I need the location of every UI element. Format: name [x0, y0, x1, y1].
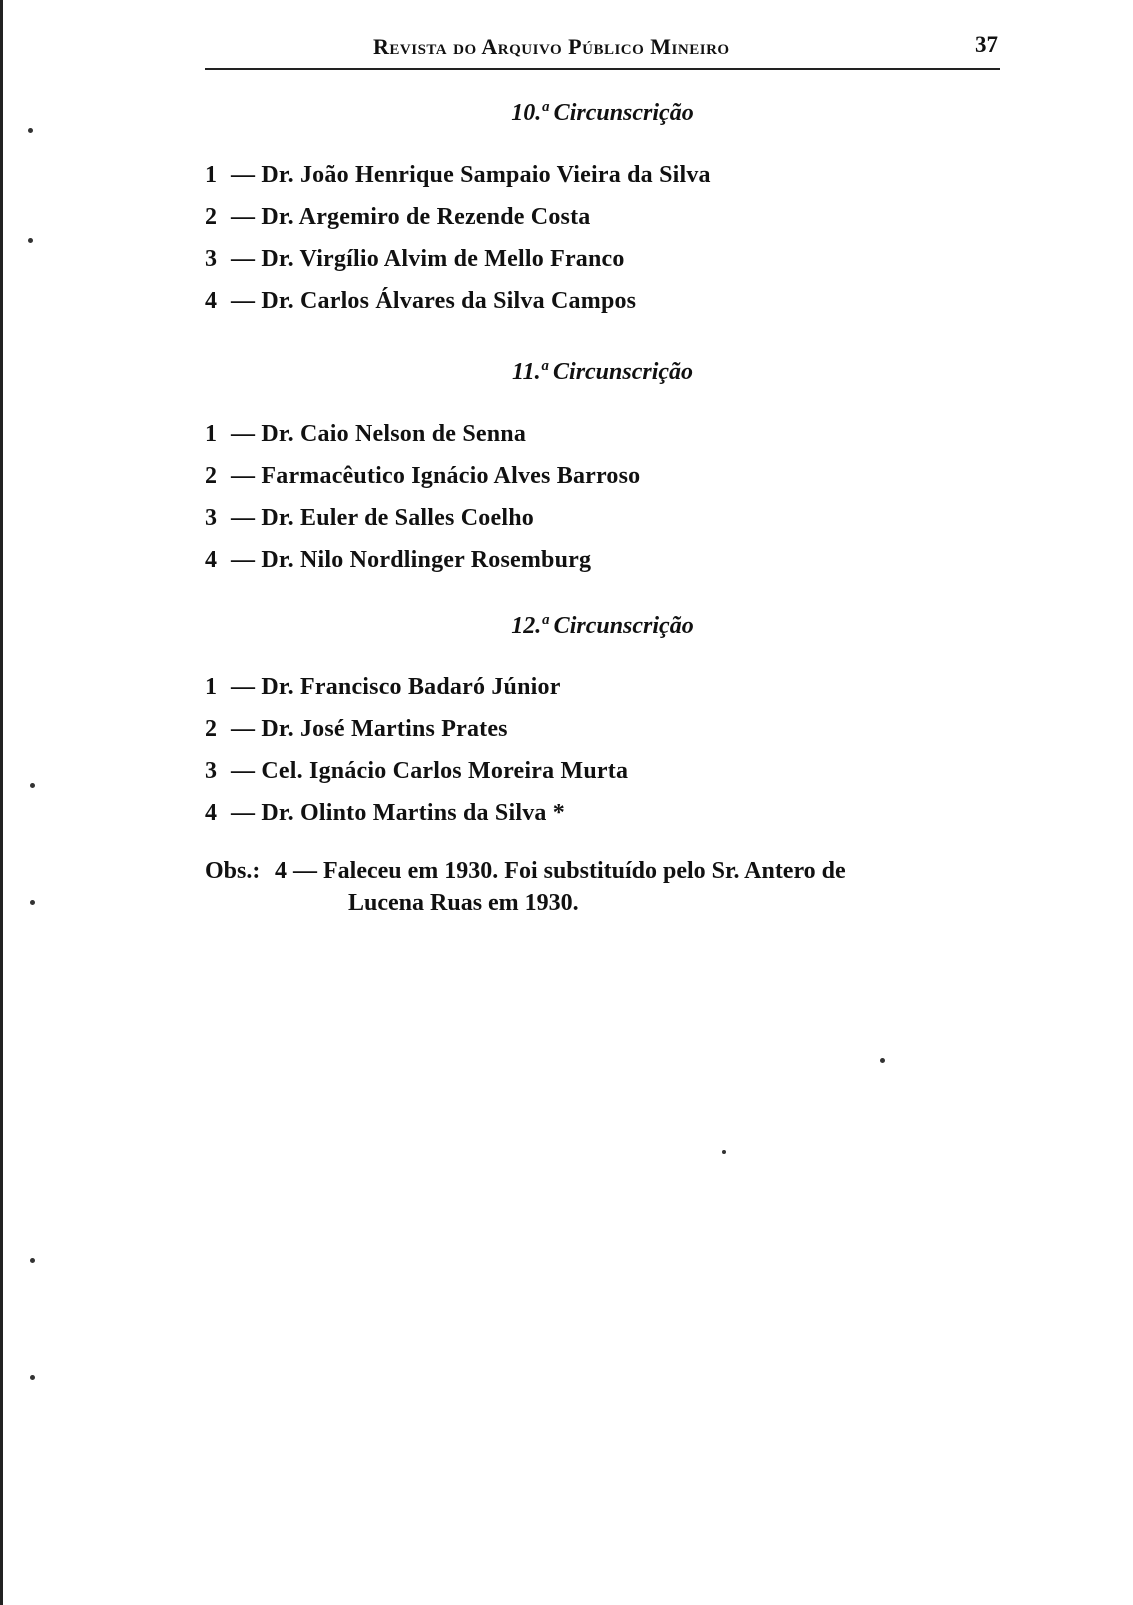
list-item: 2 — Dr. José Martins Prates: [205, 716, 508, 742]
section-heading-11: 11.ª Circunscrição: [511, 359, 694, 385]
list-item: 1 — Dr. Caio Nelson de Senna: [205, 421, 527, 447]
list-item: 4 — Dr. Nilo Nordlinger Rosemburg: [205, 547, 592, 573]
obs-line-1: 4 — Faleceu em 1930. Foi substituído pelo Sr. Antero de: [275, 858, 846, 884]
page-number: 37: [975, 32, 998, 57]
scan-speck: [28, 128, 33, 133]
scan-speck: [30, 1375, 35, 1380]
section-heading-10: 10.ª Circunscrição: [511, 100, 694, 126]
list-item: 4 — Dr. Olinto Martins da Silva *: [205, 800, 566, 826]
scan-speck: [30, 900, 35, 905]
scan-speck: [722, 1150, 726, 1154]
running-header: [205, 30, 1000, 72]
page-edge: [0, 0, 3, 1605]
list-item: 1 — Dr. João Henrique Sampaio Vieira da Silva: [205, 162, 711, 188]
scan-speck: [30, 1258, 35, 1263]
obs-line-2: Lucena Ruas em 1930.: [348, 890, 579, 916]
list-item: 4 — Dr. Carlos Álvares da Silva Campos: [205, 288, 637, 314]
list-item: 2 — Dr. Argemiro de Rezende Costa: [205, 204, 591, 230]
list-item: 1 — Dr. Francisco Badaró Júnior: [205, 674, 561, 700]
journal-title: Revista do Arquivo Público Mineiro: [373, 34, 730, 59]
list-item: 3 — Cel. Ignácio Carlos Moreira Murta: [205, 758, 629, 784]
scan-speck: [880, 1058, 885, 1063]
header-rule: [205, 68, 1000, 70]
scan-speck: [30, 783, 35, 788]
obs-label: Obs.:: [205, 858, 261, 884]
list-item: 3 — Dr. Virgílio Alvim de Mello Franco: [205, 246, 625, 272]
section-heading-12: 12.ª Circunscrição: [511, 613, 694, 639]
list-item: 2 — Farmacêutico Ignácio Alves Barroso: [205, 463, 641, 489]
scan-speck: [28, 238, 33, 243]
list-item: 3 — Dr. Euler de Salles Coelho: [205, 505, 534, 531]
